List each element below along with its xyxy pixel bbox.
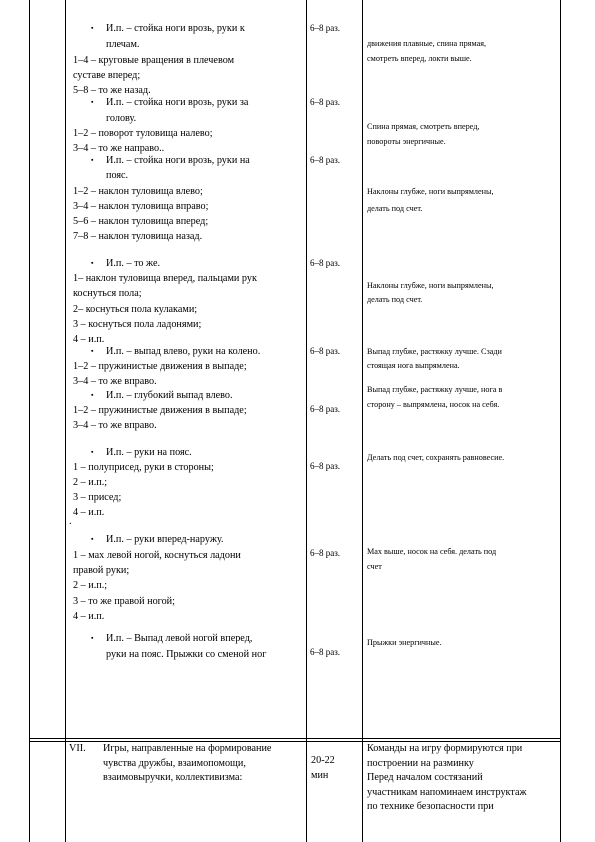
exercise-text-line: 4 – и.п.	[73, 611, 105, 622]
remark-text-line: Выпад глубже, растяжку лучше, нога в	[367, 385, 503, 394]
exercise-text-line: 1–2 – наклон туловища влево;	[73, 186, 203, 197]
bullet-icon: ▪	[91, 98, 94, 106]
bullet-icon: ▪	[91, 24, 94, 32]
dosage-text: 6–8 раз.	[310, 97, 341, 107]
bullet-icon: ▪	[91, 156, 94, 164]
exercise-text-line: голову.	[106, 113, 137, 124]
table-left-border	[29, 0, 30, 842]
exercise-text-line: плечам.	[106, 39, 140, 50]
exercise-text-line: 3–4 – то же вправо.	[73, 420, 157, 431]
section-remark-line: участникам напоминаем инструктаж	[367, 786, 527, 798]
section-dosage: мин	[311, 770, 329, 781]
section-title-line: взаимовыручки, коллективизма:	[103, 772, 243, 783]
remark-text-line: делать под счет.	[367, 204, 423, 213]
remark-text-line: Спина прямая, смотреть вперед,	[367, 122, 480, 131]
remark-text-line: повороты энергичные.	[367, 137, 446, 146]
exercise-text-line: 7–8 – наклон туловища назад.	[73, 231, 203, 242]
remark-text-line: Наклоны глубже, ноги выпрямлены,	[367, 187, 494, 196]
remark-text-line: Прыжки энергичные.	[367, 638, 442, 647]
section-dosage: 20-22	[311, 755, 335, 766]
exercise-text-line: 3 – коснуться пола ладонями;	[73, 319, 202, 330]
section-title-line: чувства дружбы, взаимопомощи,	[103, 757, 246, 769]
dosage-text: 6–8 раз.	[310, 461, 341, 471]
exercise-text-line: 1–2 – пружинистые движения в выпаде;	[73, 361, 247, 372]
exercise-text-line: правой руки;	[73, 565, 130, 576]
exercise-text-line: И.п. – стойка ноги врозь, руки на	[106, 155, 250, 166]
column-divider-2	[306, 0, 307, 842]
exercise-text-line: 3–4 – наклон туловища вправо;	[73, 201, 209, 212]
exercise-text-line: 2 – и.п.;	[73, 580, 108, 591]
dosage-text: 6–8 раз.	[310, 346, 341, 356]
exercise-text-line: И.п. – выпад влево, руки на колено.	[106, 346, 261, 357]
remark-text-line: сторону – выпрямлена, носок на себя.	[367, 400, 500, 409]
exercise-text-line: 3 – то же правой ногой;	[73, 596, 175, 607]
dosage-text: 6–8 раз.	[310, 155, 341, 165]
remark-text-line: движения плавные, спина прямая,	[367, 39, 487, 48]
section-title-line: Игры, направленные на формирование	[103, 743, 272, 754]
exercise-text-line: суставе вперед;	[73, 70, 141, 81]
row-divider-top	[29, 738, 561, 739]
bullet-icon: ▪	[91, 347, 94, 355]
exercise-text-line: 1–4 – круговые вращения в плечевом	[73, 55, 235, 66]
exercise-text-line: 1–2 – поворот туловища налево;	[73, 128, 213, 139]
dosage-text: 6–8 раз.	[310, 647, 341, 657]
exercise-text-line: 4 – и.п.	[73, 334, 105, 345]
exercise-text-line: 2 – и.п.;	[73, 477, 108, 488]
exercise-text-line: 1 – мах левой ногой, коснуться ладони	[73, 550, 241, 561]
exercise-text-line: 3–4 – то же направо..	[73, 143, 165, 154]
exercise-text-line: 4 – и.п.	[73, 507, 105, 518]
section-remark-line: по технике безопасности при	[367, 801, 494, 812]
section-remark-line: Команды на игру формируются при	[367, 743, 523, 754]
exercise-text-line: 1– наклон туловища вперед, пальцами рук	[73, 273, 257, 284]
row-divider-bottom	[29, 741, 561, 742]
exercise-text-line: И.п. – руки вперед-наружу.	[106, 534, 224, 545]
dosage-text: 6–8 раз.	[310, 548, 341, 558]
exercise-text-line: коснуться пола;	[73, 288, 142, 299]
bullet-icon: ▪	[91, 391, 94, 399]
exercise-text-line: И.п. – стойка ноги врозь, руки за	[106, 97, 249, 108]
exercise-text-line: И.п. – руки на пояс.	[106, 447, 192, 458]
bullet-icon: ▪	[91, 259, 94, 267]
exercise-text-line: 5–6 – наклон туловища вперед;	[73, 216, 209, 227]
remark-text-line: Делать под счет, сохранять равновесие.	[367, 453, 505, 462]
column-divider-1	[65, 0, 66, 842]
stray-dot: .	[69, 516, 72, 527]
bullet-icon: ▪	[91, 448, 94, 456]
exercise-text-line: И.п. – глубокий выпад влево.	[106, 390, 233, 401]
remark-text-line: Наклоны глубже, ноги выпрямлены,	[367, 281, 494, 290]
exercise-text-line: 1–2 – пружинистые движения в выпаде;	[73, 405, 247, 416]
exercise-text-line: пояс.	[106, 170, 129, 181]
remark-text-line: Мах выше, носок на себя. делать под	[367, 547, 497, 556]
dosage-text: 6–8 раз.	[310, 258, 341, 268]
remark-text-line: счет	[367, 562, 382, 571]
remark-text-line: смотреть вперед, локти выше.	[367, 54, 472, 63]
exercise-text-line: И.п. – то же.	[106, 258, 161, 269]
bullet-icon: ▪	[91, 634, 94, 642]
dosage-text: 6–8 раз.	[310, 23, 341, 33]
remark-text-line: стоящая нога выпрямлена.	[367, 361, 460, 370]
exercise-text-line: И.п. – стойка ноги врозь, руки к	[106, 23, 245, 34]
exercise-text-line: 5–8 – то же назад.	[73, 85, 151, 96]
section-remark-line: Перед началом состязаний	[367, 772, 483, 783]
exercise-text-line: 3 – присед;	[73, 492, 122, 503]
exercise-text-line: 1 – полуприсед, руки в стороны;	[73, 462, 214, 473]
section-number: VII.	[69, 743, 86, 754]
table-right-border	[560, 0, 561, 842]
exercise-text-line: 3–4 – то же вправо.	[73, 376, 157, 387]
exercise-text-line: И.п. – Выпад левой ногой вперед,	[106, 633, 253, 644]
dosage-text: 6–8 раз.	[310, 404, 341, 414]
remark-text-line: Выпад глубже, растяжку лучше. Сзади	[367, 347, 502, 356]
exercise-text-line: руки на пояс. Прыжки со сменой ног	[106, 649, 267, 660]
remark-text-line: делать под счет.	[367, 295, 423, 304]
exercise-text-line: 2– коснуться пола кулаками;	[73, 304, 198, 315]
section-remark-line: построении на разминку	[367, 757, 474, 769]
column-divider-3	[362, 0, 363, 842]
bullet-icon: ▪	[91, 535, 94, 543]
